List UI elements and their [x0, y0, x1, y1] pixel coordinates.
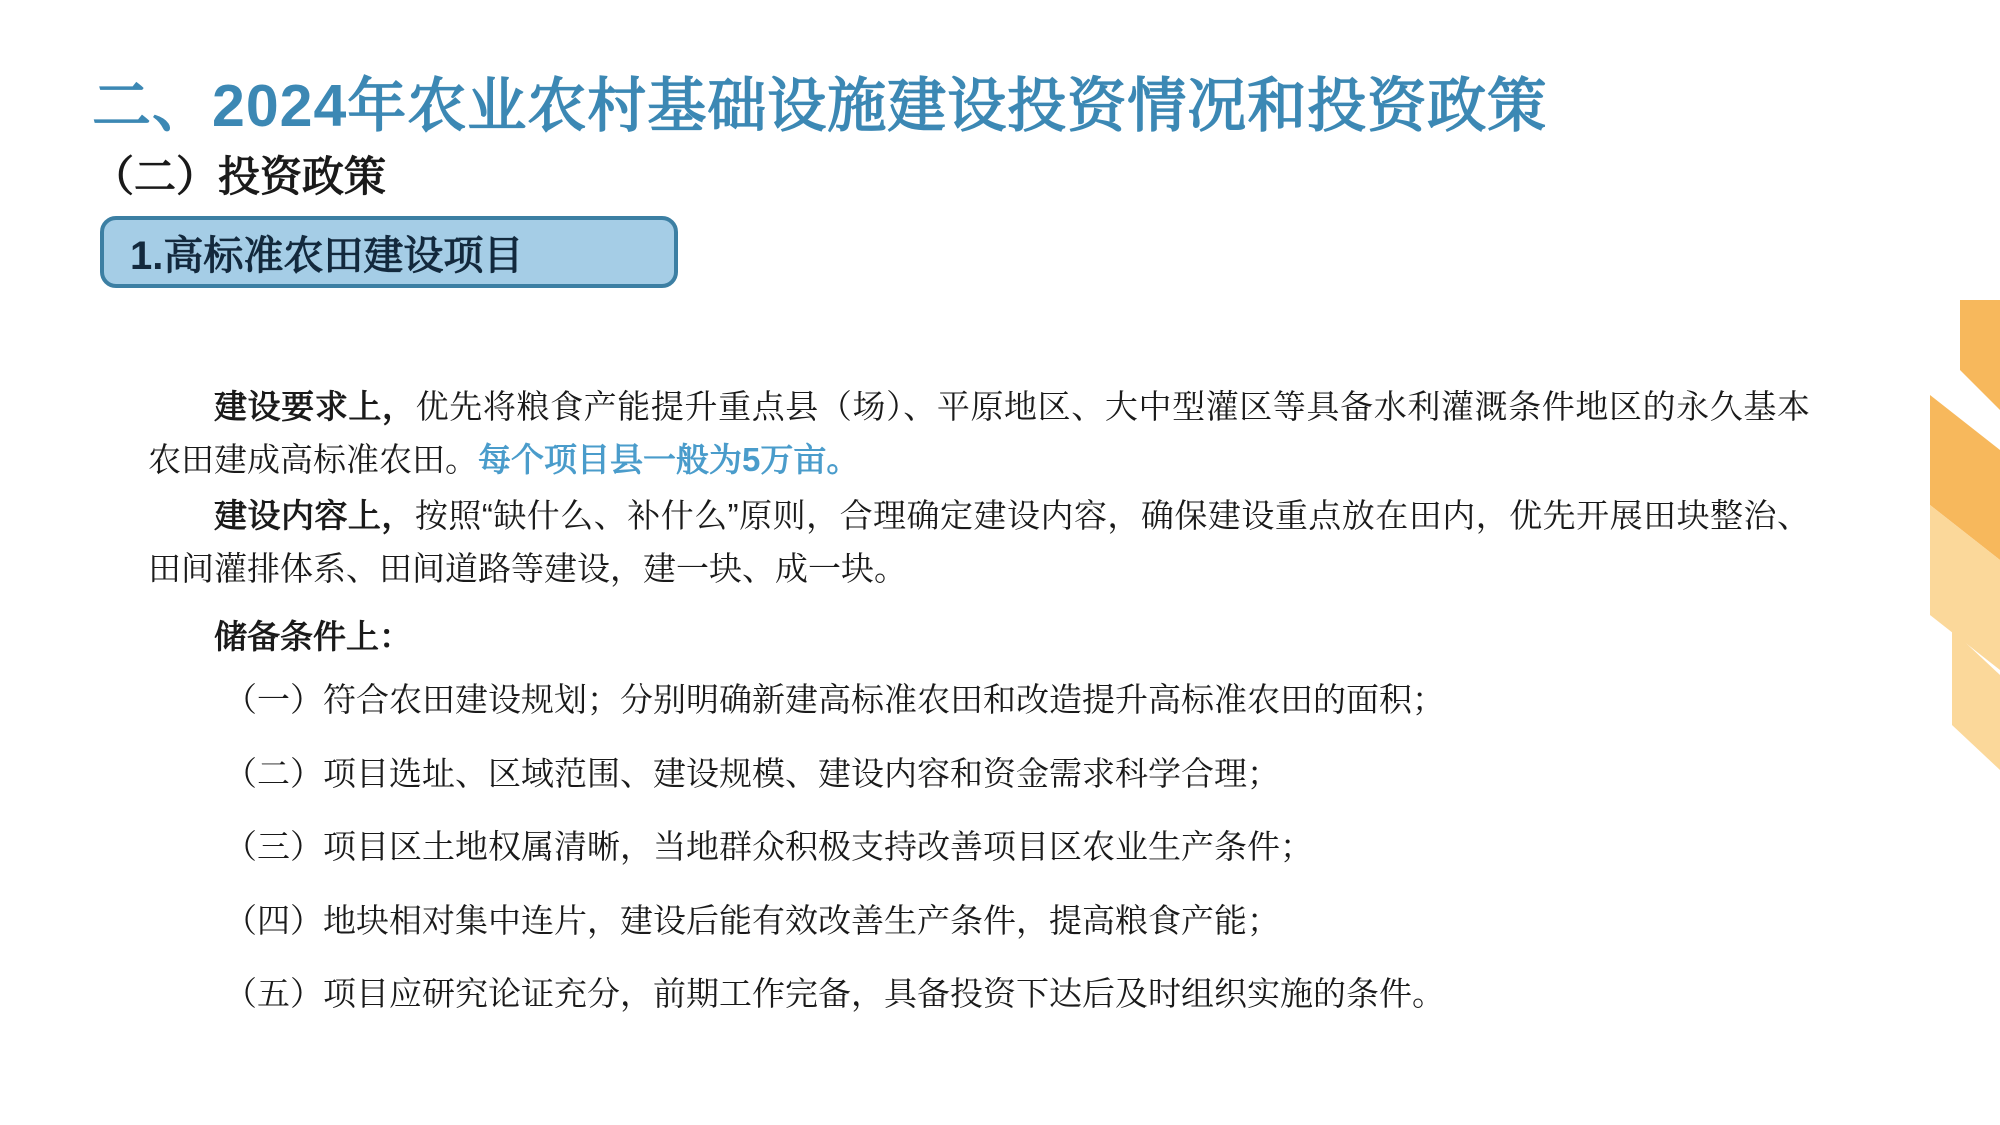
paragraph-construction-content — [148, 489, 1810, 596]
reserve-conditions-list — [148, 673, 1810, 1020]
page-title: 二、2024年农业农村基础设施建设投资情况和投资政策 — [92, 73, 1548, 139]
list-item: （三）项目区土地权属清晰，当地群众积极支持改善项目区农业生产条件； — [224, 828, 1313, 866]
decorative-chevron-graphic — [1930, 300, 2000, 800]
section-pill — [100, 216, 678, 288]
paragraph-construction-requirements — [148, 380, 1810, 487]
body-content — [148, 380, 1810, 1041]
list-item: （五）项目应研究论证充分，前期工作完备，具备投资下达后及时组织实施的条件。 — [224, 975, 1445, 1013]
paragraph-text-2: 按照“缺什么、补什么”原则，合理确定建设内容，确保建设重点放在田内，优先开展田块整治、田间灌排体系、田间道路等建设，建一块、成一块。 — [148, 496, 1811, 588]
paragraph-lead-1: 建设要求上， — [214, 388, 416, 425]
paragraph-text-1: 优先将粮食产能提升重点县（场）、平原地区、大中型灌区等具备水利灌溉条件地区的永久基本农田建成高标准农田。 — [148, 388, 1811, 479]
list-item: （四）地块相对集中连片，建设后能有效改善生产条件，提高粮食产能； — [224, 901, 1280, 939]
paragraph-highlight-1: 每个项目县一般为5万亩。 — [478, 441, 860, 479]
page-subtitle: （二）投资政策 — [92, 153, 387, 200]
list-item: （二）项目选址、区域范围、建设规模、建设内容和资金需求科学合理； — [224, 754, 1280, 792]
list-item: （一）符合农田建设规划；分别明确新建高标准农田和改造提升高标准农田的面积； — [224, 681, 1445, 719]
paragraph-lead-2: 建设内容上， — [214, 496, 415, 534]
section-pill-label: 1.高标准农田建设项目 — [130, 233, 524, 278]
reserve-conditions-heading: 储备条件上： — [214, 617, 412, 655]
